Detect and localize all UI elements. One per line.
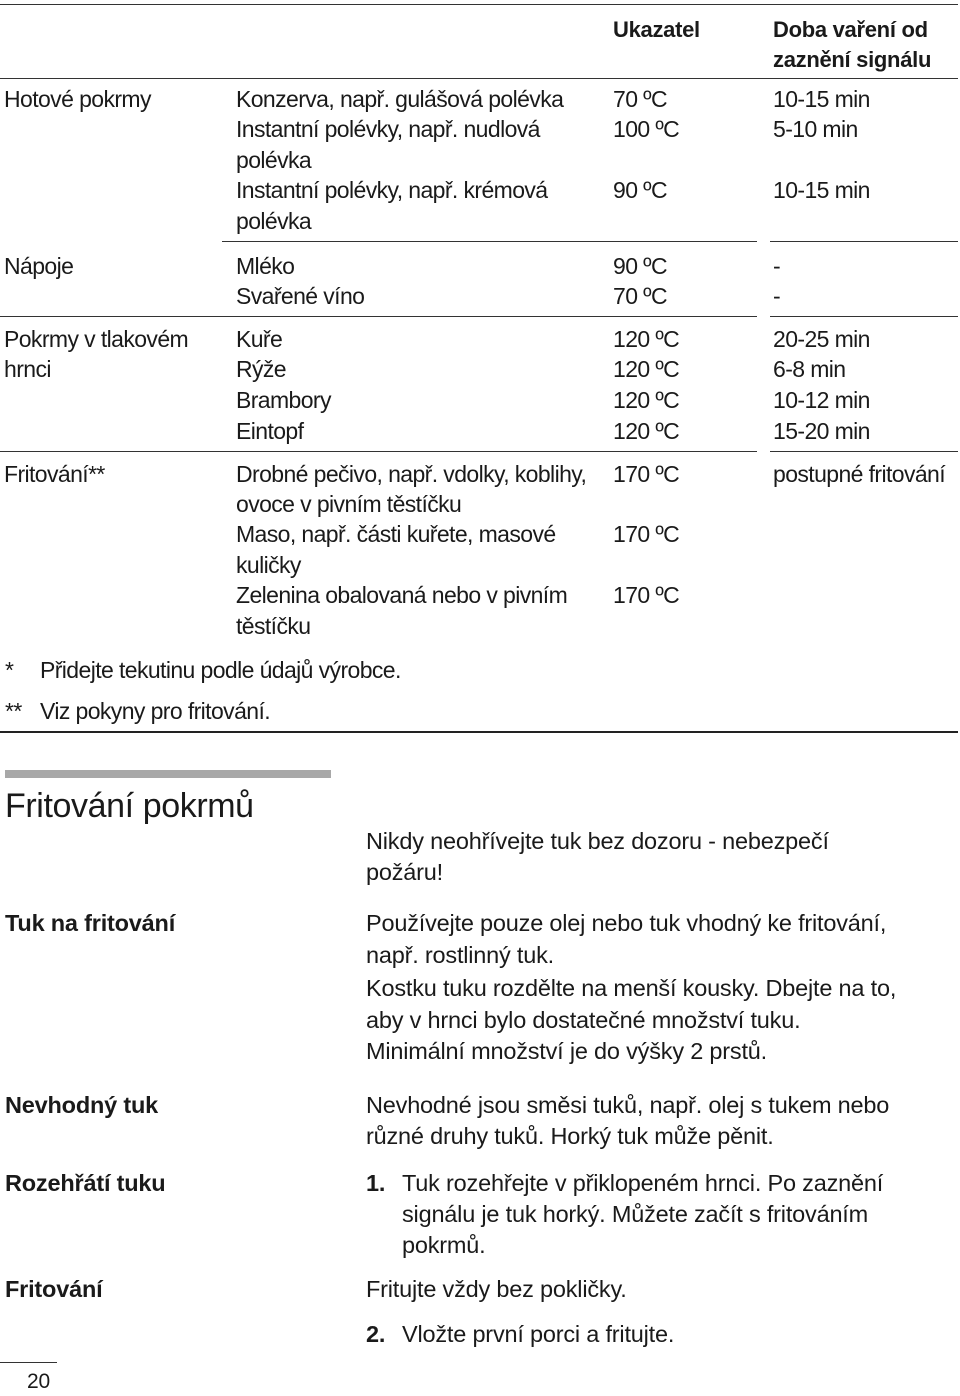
footnote-mark: *: [5, 657, 14, 683]
temp-value: 170 ºC: [613, 582, 680, 608]
food-line: Maso, např. části kuřete, masové: [236, 521, 556, 547]
label-frying-fat: Tuk na fritování: [5, 910, 176, 936]
food-line: Konzerva, např. gulášová polévka: [236, 86, 564, 112]
time-value: 10-15 min: [773, 177, 870, 203]
page-number-rule: [0, 1362, 57, 1363]
food-line: kuličky: [236, 552, 301, 578]
section-title: Fritování pokrmů: [5, 787, 254, 825]
header-cooking-time-1: Doba vaření od: [773, 17, 928, 42]
temp-value: 90 ºC: [613, 253, 667, 279]
group-rule: [770, 316, 958, 317]
food-line: Mléko: [236, 253, 295, 279]
temp-value: 120 ºC: [613, 326, 680, 352]
paragraph-line: Nevhodné jsou směsi tuků, např. olej s tukem nebo: [366, 1092, 890, 1118]
time-value: 20-25 min: [773, 326, 870, 352]
food-line: ovoce v pivním těstíčku: [236, 491, 462, 517]
time-value: -: [773, 253, 781, 279]
temp-value: 70 ºC: [613, 86, 667, 112]
header-indicator: Ukazatel: [613, 17, 700, 42]
step-number: 2.: [366, 1321, 386, 1347]
page-number: 20: [27, 1370, 50, 1393]
time-value: postupné fritování: [773, 461, 946, 487]
food-line: Svařené víno: [236, 283, 365, 309]
category-pressure-cooker: hrnci: [4, 356, 51, 382]
temp-value: 70 ºC: [613, 283, 667, 309]
food-line: Instantní polévky, např. nudlová: [236, 116, 540, 142]
header-cooking-time-2: zaznění signálu: [773, 47, 932, 72]
label-unsuitable-fat: Nevhodný tuk: [5, 1092, 158, 1118]
time-value: -: [773, 283, 781, 309]
food-line: Brambory: [236, 387, 331, 413]
group-rule: [0, 316, 599, 317]
label-frying: Fritování: [5, 1276, 103, 1302]
step-number: 1.: [366, 1170, 386, 1196]
food-line: Eintopf: [236, 418, 304, 444]
time-value: 15-20 min: [773, 418, 870, 444]
category-ready-meals: Hotové pokrmy: [4, 86, 151, 112]
group-rule: [770, 451, 958, 452]
temp-value: 170 ºC: [613, 521, 680, 547]
food-line: Instantní polévky, např. krémová: [236, 177, 548, 203]
paragraph-line: signálu je tuk horký. Můžete začít s fritováním: [402, 1201, 869, 1227]
time-value: 10-15 min: [773, 86, 870, 112]
temp-value: 170 ºC: [613, 461, 680, 487]
paragraph-line: Tuk rozehřejte v přiklopeném hrnci. Po zaznění: [402, 1170, 884, 1196]
category-frying: Fritování**: [4, 461, 105, 487]
warning-text: požáru!: [366, 859, 443, 885]
food-line: polévka: [236, 147, 312, 173]
group-rule: [599, 241, 757, 242]
footnote-text: Viz pokyny pro fritování.: [40, 698, 271, 724]
temp-value: 90 ºC: [613, 177, 667, 203]
food-line: těstíčku: [236, 613, 311, 639]
footnote-mark: **: [5, 698, 22, 724]
paragraph-line: Fritujte vždy bez pokličky.: [366, 1276, 627, 1302]
table-bottom-rule: [0, 731, 958, 733]
footnote-text: Přidejte tekutinu podle údajů výrobce.: [40, 657, 401, 683]
section-marker-bar: [5, 770, 331, 778]
paragraph-line: pokrmů.: [402, 1232, 486, 1258]
food-line: Kuře: [236, 326, 283, 352]
temp-value: 120 ºC: [613, 356, 680, 382]
time-value: 6-8 min: [773, 356, 846, 382]
paragraph-line: např. rostlinný tuk.: [366, 942, 555, 968]
food-line: Zelenina obalovaná nebo v pivním: [236, 582, 568, 608]
paragraph-line: Kostku tuku rozdělte na menší kousky. Dbejte na to,: [366, 975, 897, 1001]
group-rule: [0, 451, 599, 452]
group-rule: [599, 451, 757, 452]
group-rule: [770, 241, 958, 242]
food-line: polévka: [236, 208, 312, 234]
category-beverages: Nápoje: [4, 253, 74, 279]
time-value: 5-10 min: [773, 116, 858, 142]
food-line: Drobné pečivo, např. vdolky, koblihy,: [236, 461, 587, 487]
food-line: Rýže: [236, 356, 287, 382]
temp-value: 120 ºC: [613, 387, 680, 413]
temp-value: 120 ºC: [613, 418, 680, 444]
table-top-rule: [0, 4, 958, 5]
paragraph-line: Minimální množství je do výšky 2 prstů.: [366, 1038, 767, 1064]
warning-text: Nikdy neohřívejte tuk bez dozoru - nebezpečí: [366, 828, 829, 854]
group-rule: [222, 241, 599, 242]
category-pressure-cooker: Pokrmy v tlakovém: [4, 326, 189, 352]
paragraph-line: Vložte první porci a fritujte.: [402, 1321, 675, 1347]
time-value: 10-12 min: [773, 387, 870, 413]
group-rule: [599, 316, 757, 317]
temp-value: 100 ºC: [613, 116, 680, 142]
header-rule: [0, 78, 958, 79]
paragraph-line: různé druhy tuků. Horký tuk může pěnit.: [366, 1123, 774, 1149]
paragraph-line: aby v hrnci bylo dostatečné množství tuku.: [366, 1007, 801, 1033]
paragraph-line: Používejte pouze olej nebo tuk vhodný ke fritování,: [366, 910, 887, 936]
label-heating-fat: Rozehřátí tuku: [5, 1170, 166, 1196]
